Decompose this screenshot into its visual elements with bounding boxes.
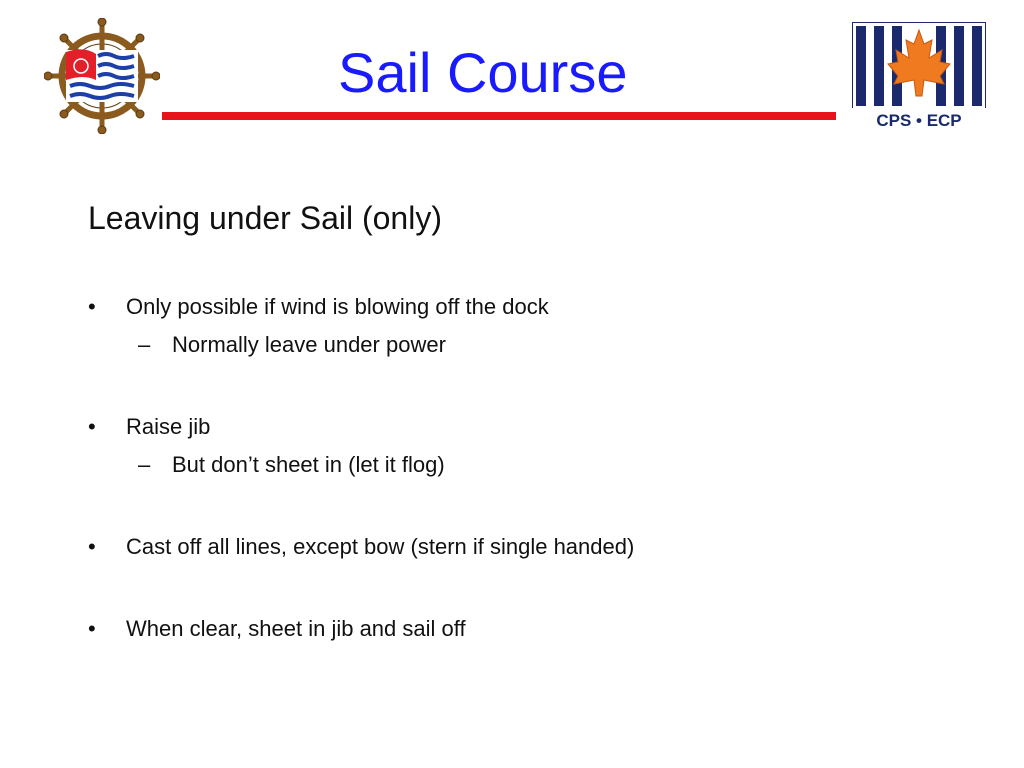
bullet-glyph: • [88,294,96,319]
spacer [88,484,948,528]
bullet-glyph: • [88,414,96,439]
dash-glyph: – [138,332,151,357]
cps-ecp-logo [852,22,986,132]
sub-text: Normally leave under power [172,332,446,357]
slide-subtitle: Leaving under Sail (only) [88,200,442,236]
bullet-glyph: • [88,616,96,641]
sub-list [88,446,948,484]
bullet-item [88,528,948,566]
bullet-item [88,288,948,364]
cps-ecp-text: CPS • ECP [876,111,962,130]
title-underline [162,112,836,120]
spacer [88,566,948,610]
bullet-glyph: • [88,534,96,559]
bullet-item [88,610,948,648]
bullet-text: Raise jib [126,414,211,439]
sub-item [138,446,948,484]
slide-title: Sail Course [338,41,628,104]
sub-text: But don’t sheet in (let it flog) [172,452,445,477]
dash-glyph: – [138,452,151,477]
sub-list [88,326,948,364]
ships-wheel-logo [44,18,160,134]
bullet-text: Cast off all lines, except bow (stern if single handed) [126,534,635,559]
bullet-text: When clear, sheet in jib and sail off [126,616,466,641]
bullet-item [88,408,948,484]
bullet-text: Only possible if wind is blowing off the dock [126,294,549,319]
spacer [88,364,948,408]
bullet-list [88,288,948,648]
sub-item [138,326,948,364]
